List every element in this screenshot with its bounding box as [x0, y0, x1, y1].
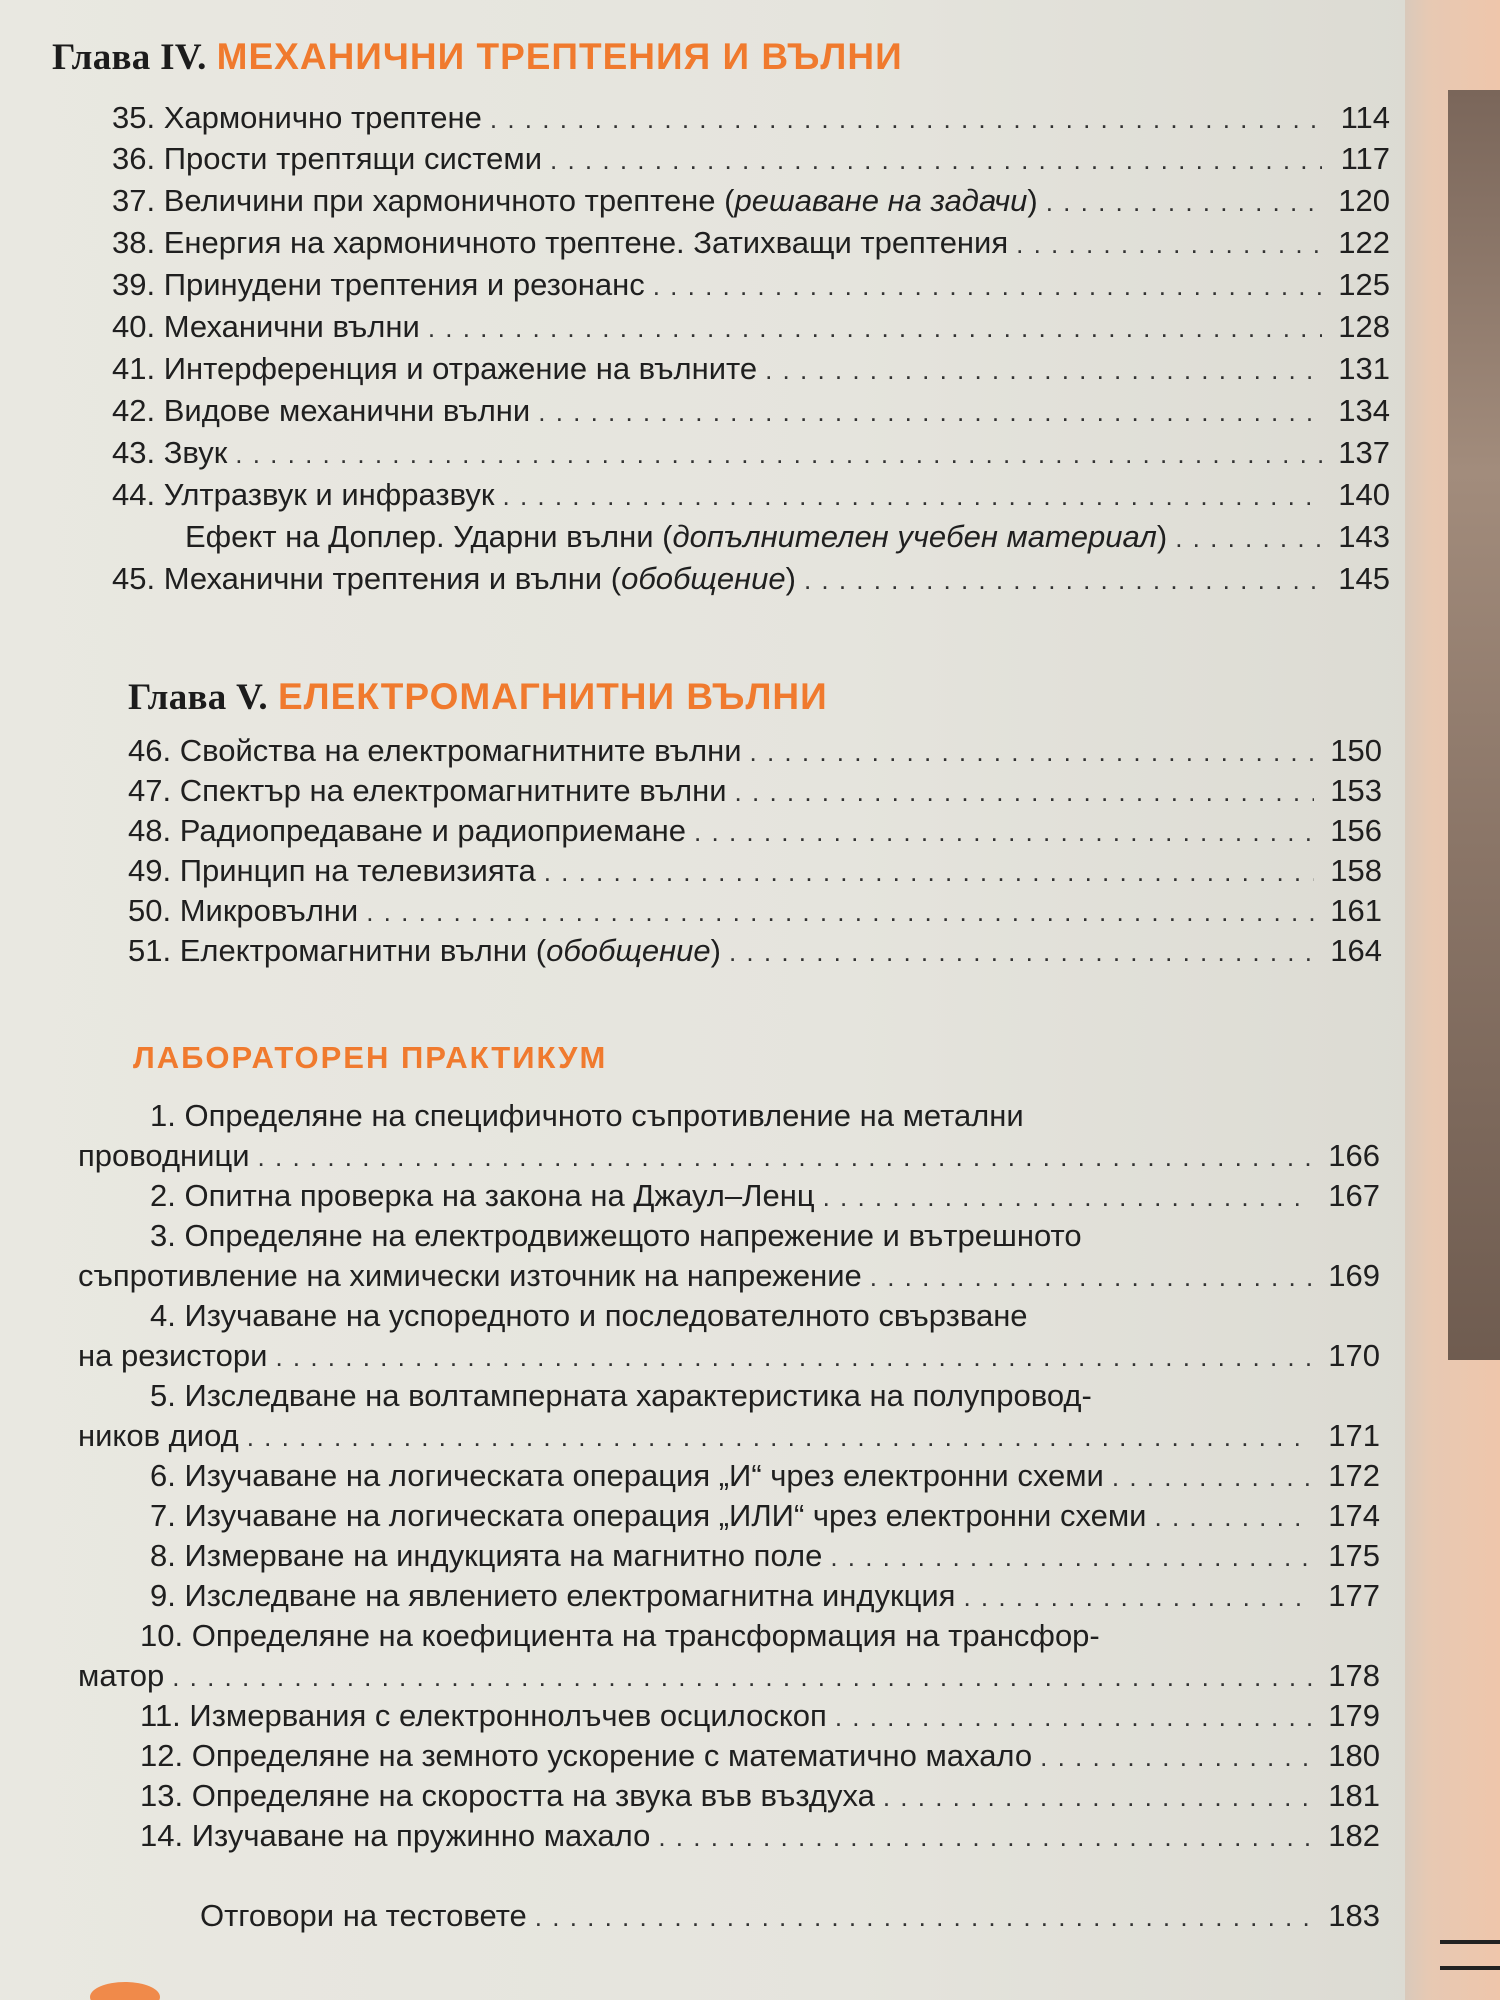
lab-entry-title-line: 10. Определяне на коефициента на трансформация на трансфор-	[140, 1618, 1100, 1653]
toc-entry-title: 44. Ултразвук и инфразвук	[112, 477, 495, 512]
toc-entry	[150, 1178, 1380, 1218]
page-number: 122	[1338, 225, 1390, 260]
leader-dots	[538, 397, 1322, 428]
toc-entry-title: ников диод	[78, 1418, 239, 1453]
page-number: 182	[1328, 1818, 1380, 1853]
page-number: 145	[1338, 561, 1390, 596]
toc-entry	[112, 477, 1390, 517]
toc-entry-title: 42. Видове механични вълни	[112, 393, 531, 428]
toc-entry	[112, 435, 1390, 475]
toc-entry	[112, 141, 1390, 181]
toc-entry	[128, 773, 1382, 813]
page-number: 164	[1330, 933, 1382, 968]
leader-dots	[830, 1542, 1312, 1573]
toc-entry-title: 50. Микровълни	[128, 893, 359, 928]
leader-dots	[275, 1342, 1312, 1373]
lab-entry-title-line: 5. Изследване на волтамперната характеристика на полупровод-	[150, 1378, 1092, 1413]
toc-entry	[112, 267, 1390, 307]
page-number: 140	[1338, 477, 1390, 512]
toc-entry-title: 41. Интерференция и отражение на вълните	[112, 351, 758, 386]
lab-entry-title-line: 3. Определяне на електродвижещото напрежение и вътрешното	[150, 1218, 1082, 1253]
chapter-4-title: МЕХАНИЧНИ ТРЕПТЕНИЯ И ВЪЛНИ	[216, 36, 903, 77]
page-number: 137	[1338, 435, 1390, 470]
toc-entry	[128, 813, 1382, 853]
toc-entry	[185, 519, 1390, 559]
page-number: 143	[1338, 519, 1390, 554]
page-number: 114	[1340, 100, 1390, 135]
toc-entry-title: Ефект на Доплер. Ударни вълни (допълнителен учебен материал)	[185, 519, 1168, 554]
toc-entry-title: 40. Механични вълни	[112, 309, 420, 344]
toc-entry	[78, 1138, 1380, 1178]
toc-entry-title: 49. Принцип на телевизията	[128, 853, 536, 888]
toc-entry-title: 8. Измерване на индукцията на магнитно поле	[150, 1538, 823, 1573]
toc-entry-title: проводници	[78, 1138, 250, 1173]
leader-dots	[1040, 1742, 1312, 1773]
lab-heading: ЛАБОРАТОРЕН ПРАКТИКУМ	[133, 1040, 608, 1075]
toc-entry-title: 14. Изучаване на пружинно махало	[140, 1818, 651, 1853]
toc-entry	[112, 351, 1390, 391]
toc-entry-title: 2. Опитна проверка на закона на Джаул–Ленц	[150, 1178, 815, 1213]
page-number: 178	[1328, 1658, 1380, 1693]
toc-entry	[128, 733, 1382, 773]
toc-entry-title: 45. Механични трептения и вълни (обобщение)	[112, 561, 796, 596]
page-number: 156	[1330, 813, 1382, 848]
leader-dots	[235, 439, 1322, 470]
leader-dots	[750, 737, 1314, 768]
toc-entry	[78, 1418, 1380, 1458]
leader-dots	[1175, 523, 1322, 554]
chapter-5-label: Глава V.	[128, 677, 268, 718]
leader-dots	[258, 1142, 1312, 1173]
leader-dots	[1112, 1462, 1312, 1493]
toc-entry	[128, 893, 1382, 933]
toc-entry	[140, 1698, 1380, 1738]
page-number: 158	[1330, 853, 1382, 888]
toc-entry	[150, 1578, 1380, 1618]
toc-entry-title: 13. Определяне на скоростта на звука във въздуха	[140, 1778, 875, 1813]
page-number: 167	[1328, 1178, 1380, 1213]
page-number: 180	[1328, 1738, 1380, 1773]
page-number: 175	[1328, 1538, 1380, 1573]
leader-dots	[503, 481, 1323, 512]
toc-entry-title: съпротивление на химически източник на напрежение	[78, 1258, 862, 1293]
leader-dots	[883, 1782, 1312, 1813]
page-number: 174	[1328, 1498, 1380, 1533]
toc-entry-title: 48. Радиопредаване и радиоприемане	[128, 813, 687, 848]
leader-dots	[729, 937, 1314, 968]
page-number: 179	[1328, 1698, 1380, 1733]
leader-dots	[765, 355, 1322, 386]
page-number: 183	[1328, 1898, 1380, 1933]
page-number: 117	[1340, 141, 1390, 176]
leader-dots	[428, 313, 1322, 344]
leader-dots	[963, 1582, 1312, 1613]
leader-dots	[735, 777, 1314, 808]
leader-dots	[535, 1902, 1312, 1933]
leader-dots	[366, 897, 1314, 928]
toc-entry-title: 11. Измервания с електроннолъчев осцилоскоп	[140, 1698, 827, 1733]
chapter-4-heading	[52, 36, 903, 79]
page-number: 161	[1330, 893, 1382, 928]
page-number: 170	[1328, 1338, 1380, 1373]
page-number: 120	[1338, 183, 1390, 218]
page-number: 169	[1328, 1258, 1380, 1293]
toc-entry-title: 7. Изучаване на логическата операция „ИЛИ“ чрез електронни схеми	[150, 1498, 1147, 1533]
toc-entry-title: на резистори	[78, 1338, 268, 1373]
toc-entry	[112, 225, 1390, 265]
leader-dots	[1155, 1502, 1313, 1533]
toc-entry-title: 47. Спектър на електромагнитните вълни	[128, 773, 727, 808]
leader-dots	[172, 1662, 1312, 1693]
lab-entry-title-line: 1. Определяне на специфичното съпротивление на метални	[150, 1098, 1024, 1133]
toc-entry-title: 35. Хармонично трептене	[112, 100, 482, 135]
toc-entry-title: 39. Принудени трептения и резонанс	[112, 267, 645, 302]
toc-entry	[128, 853, 1382, 893]
page-number: 134	[1338, 393, 1390, 428]
page-number: 128	[1338, 309, 1390, 344]
toc-entry	[112, 100, 1390, 140]
toc-entry	[112, 309, 1390, 349]
facing-page-photo	[1448, 90, 1500, 1360]
toc-entry-title: 6. Изучаване на логическата операция „И“ чрез електронни схеми	[150, 1458, 1104, 1493]
toc-entry	[140, 1738, 1380, 1778]
facing-page-rule	[1440, 1940, 1500, 1970]
toc-entry-title: 37. Величини при хармоничното трептене (решаване на задачи)	[112, 183, 1038, 218]
toc-entry	[150, 1458, 1380, 1498]
leader-dots	[550, 145, 1322, 176]
leader-dots	[653, 271, 1322, 302]
toc-entry-title: 9. Изследване на явлението електромагнитна индукция	[150, 1578, 956, 1613]
toc-entry-title: Отговори на тестовете	[200, 1898, 527, 1933]
page-number: 181	[1328, 1778, 1380, 1813]
toc-entry	[112, 393, 1390, 433]
toc-entry	[140, 1778, 1380, 1818]
leader-dots	[658, 1822, 1312, 1853]
leader-dots	[835, 1702, 1312, 1733]
toc-entry	[150, 1538, 1380, 1578]
toc-entry-title: матор	[78, 1658, 165, 1693]
toc-entry-title: 38. Енергия на хармоничното трептене. Затихващи трептения	[112, 225, 1009, 260]
toc-entry	[78, 1258, 1380, 1298]
toc-entry-title: 36. Прости трептящи системи	[112, 141, 543, 176]
toc-entry-title: 51. Електромагнитни вълни (обобщение)	[128, 933, 721, 968]
toc-entry	[200, 1898, 1380, 1938]
toc-entry-title: 12. Определяне на земното ускорение с математично махало	[140, 1738, 1033, 1773]
toc-entry	[78, 1658, 1380, 1698]
toc-entry	[112, 561, 1390, 601]
toc-entry	[150, 1498, 1380, 1538]
leader-dots	[804, 565, 1322, 596]
page-number: 171	[1328, 1418, 1380, 1453]
chapter-5-heading	[128, 676, 828, 719]
toc-entry	[78, 1338, 1380, 1378]
page-number: 150	[1330, 733, 1382, 768]
leader-dots	[1016, 229, 1322, 260]
leader-dots	[823, 1182, 1312, 1213]
toc-entry	[128, 933, 1382, 973]
page-number: 125	[1338, 267, 1390, 302]
leader-dots	[247, 1422, 1312, 1453]
page-number: 177	[1328, 1578, 1380, 1613]
toc-entry	[140, 1818, 1380, 1858]
page-number: 172	[1328, 1458, 1380, 1493]
page-number: 153	[1330, 773, 1382, 808]
leader-dots	[1046, 187, 1322, 218]
toc-entry-title: 43. Звук	[112, 435, 228, 470]
leader-dots	[544, 857, 1314, 888]
toc-entry	[112, 183, 1390, 223]
leader-dots	[870, 1262, 1312, 1293]
chapter-4-label: Глава IV.	[52, 37, 207, 78]
toc-entry-title: 46. Свойства на електромагнитните вълни	[128, 733, 742, 768]
chapter-5-title: ЕЛЕКТРОМАГНИТНИ ВЪЛНИ	[277, 676, 828, 717]
leader-dots	[490, 104, 1322, 135]
page-number: 166	[1328, 1138, 1380, 1173]
lab-entry-title-line: 4. Изучаване на успоредното и последователното свързване	[150, 1298, 1028, 1333]
page-number: 131	[1338, 351, 1390, 386]
leader-dots	[694, 817, 1314, 848]
